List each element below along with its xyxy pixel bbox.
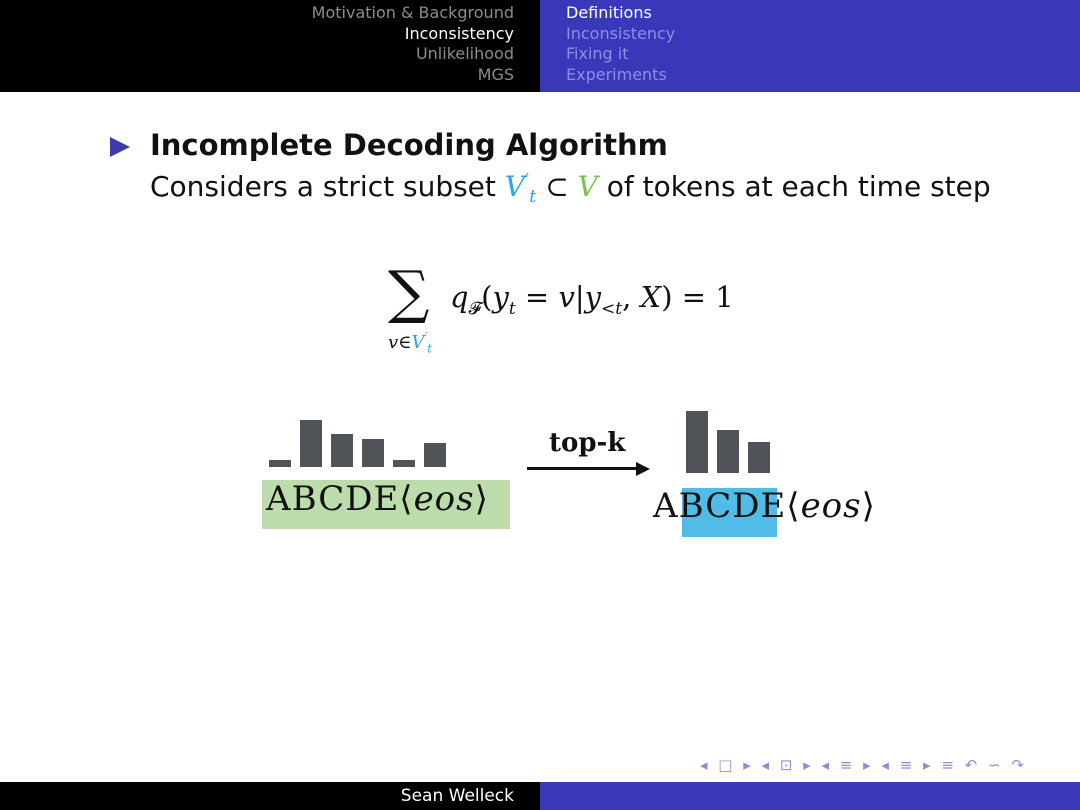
superset-symbol: V [577, 170, 598, 203]
section-list [312, 3, 514, 86]
probability-bar [717, 430, 739, 473]
probability-bar [748, 442, 770, 473]
nav-section-mgs[interactable]: MGS [477, 65, 514, 85]
sum-symbol: ∑ [388, 258, 430, 326]
probability-bar [393, 460, 415, 467]
section-nav [0, 0, 540, 92]
probability-bar [331, 434, 353, 467]
subsection-list [566, 3, 675, 86]
nav-subsection-inconsistency[interactable]: Inconsistency [566, 23, 676, 43]
arrow-head-icon [636, 462, 650, 476]
top-k-label: top-k [549, 428, 626, 458]
probability-bar [362, 439, 384, 467]
nav-section-motivation[interactable]: Motivation & Background [311, 3, 514, 22]
normalization-equation [388, 258, 788, 368]
probability-bar [300, 420, 322, 467]
full-vocabulary-tokens: ABCDE⟨eos⟩ [266, 479, 489, 519]
footer-right-bar [540, 782, 1080, 810]
sum-subscript: $v\in V'_t$ [388, 330, 433, 356]
bullet-arrow-icon [110, 137, 130, 157]
subset-symbol: $V'_t$ [504, 170, 537, 207]
beamer-navigation-icons[interactable]: ◂ □ ▸ ◂ ⊡ ▸ ◂ ≡ ▸ ◂ ≡ ▸ ≡ ↶ ∽ ↷ [700, 756, 1027, 774]
nav-subsection-definitions[interactable]: Definitions [566, 3, 652, 22]
equation-body: $q_𝓕(y_t = v|y_{<t}$, X) = 1 [450, 280, 734, 319]
nav-subsection-experiments[interactable]: Experiments [566, 65, 667, 85]
author-name: Sean Welleck [400, 786, 514, 806]
nav-section-unlikelihood[interactable]: Unlikelihood [415, 44, 514, 64]
bullet-title: Incomplete Decoding Algorithm [150, 128, 668, 162]
subsection-nav [540, 0, 1080, 92]
header-bar [0, 0, 1080, 92]
footer-author-bar [0, 782, 540, 810]
bullet-body [150, 170, 991, 207]
top-k-arrow [527, 467, 639, 470]
subset-operator: ⊂ [545, 170, 569, 203]
probability-bar [686, 411, 708, 473]
bullet-text-pre: Considers a strict subset [150, 170, 496, 203]
probability-bar [424, 443, 446, 467]
subset-vocabulary-tokens: ABCDE⟨eos⟩ [653, 486, 876, 526]
nav-subsection-fixing-it[interactable]: Fixing it [566, 44, 629, 64]
bullet-text-post: of tokens at each time step [606, 170, 991, 203]
probability-bar [269, 460, 291, 467]
nav-section-inconsistency[interactable]: Inconsistency [404, 23, 514, 43]
